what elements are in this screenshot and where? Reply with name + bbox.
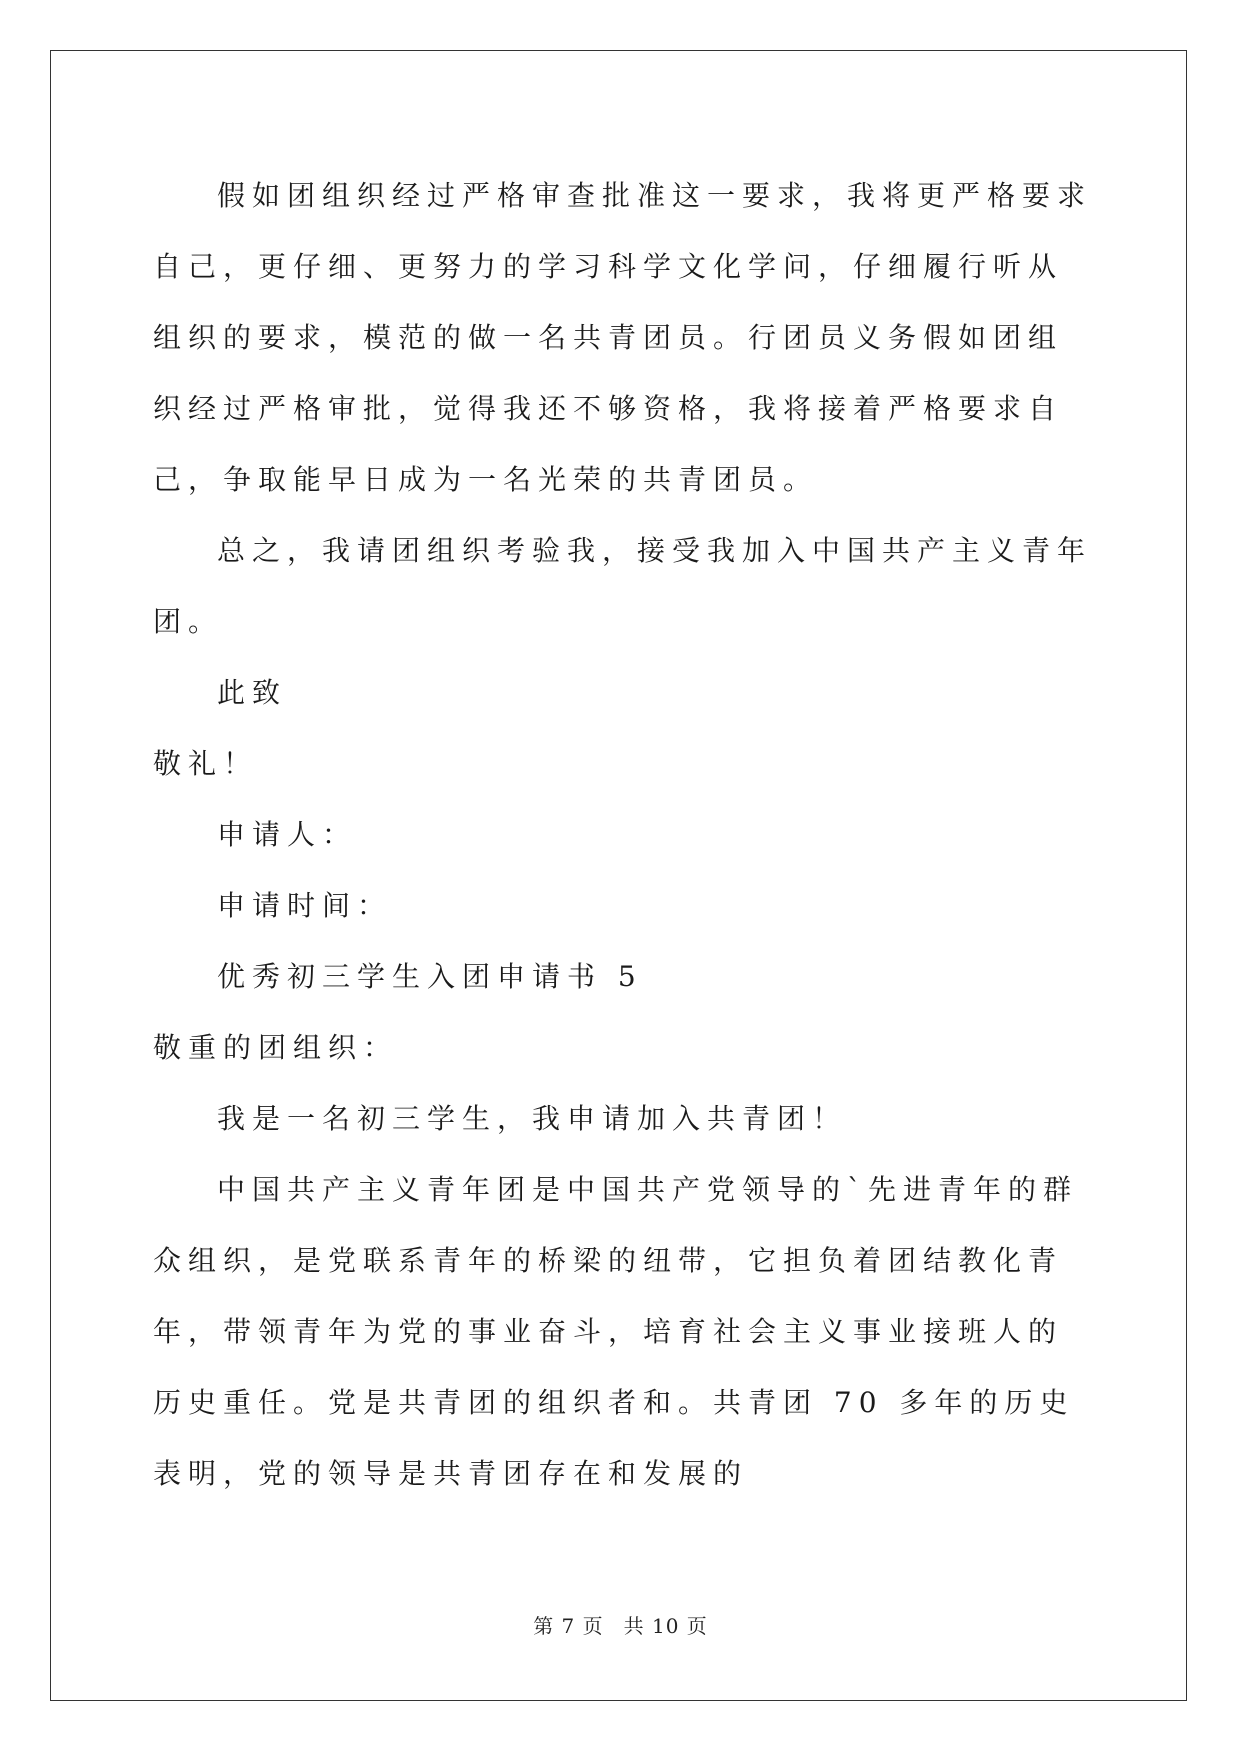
paragraph: 我是一名初三学生，我申请加入共青团！ [217,1102,848,1135]
closing-salutation: 此致 [217,676,288,709]
document-body [153,160,1093,1509]
paragraph: 假如团组织经过严格审查批准这一要求，我将更严格要求自己，更仔细、更努力的学习科学文化学问，仔细履行听从组织的要求，模范的做一名共青团员。行团员义务假如团组织经过严格审批，觉得我还不够资格，我将接着严格要求自己，争取能早日成为一名光荣的共青团员。 [153,179,1093,496]
section-title: 优秀初三学生入团申请书 5 [217,960,643,993]
applicant-line: 申请人： [217,818,358,851]
paragraph: 中国共产主义青年团是中国共产党领导的`先进青年的群众组织，是党联系青年的桥梁的纽带，它担负着团结教化青年，带领青年为党的事业奋斗，培育社会主义事业接班人的历史重任。党是共青团的组织者和。共青团 70 多年的历史表明，党的领导是共青团存在和发展的 [153,1173,1079,1490]
greeting: 敬重的团组织： [153,1031,399,1064]
closing-regards: 敬礼！ [153,747,259,780]
page-footer [0,1610,1241,1639]
application-date-line: 申请时间： [217,889,393,922]
paragraph: 总之，我请团组织考验我，接受我加入中国共产主义青年团。 [153,534,1093,638]
page-total: 共 10 页 [623,1614,708,1638]
page-number: 第 7 页 [533,1614,604,1638]
